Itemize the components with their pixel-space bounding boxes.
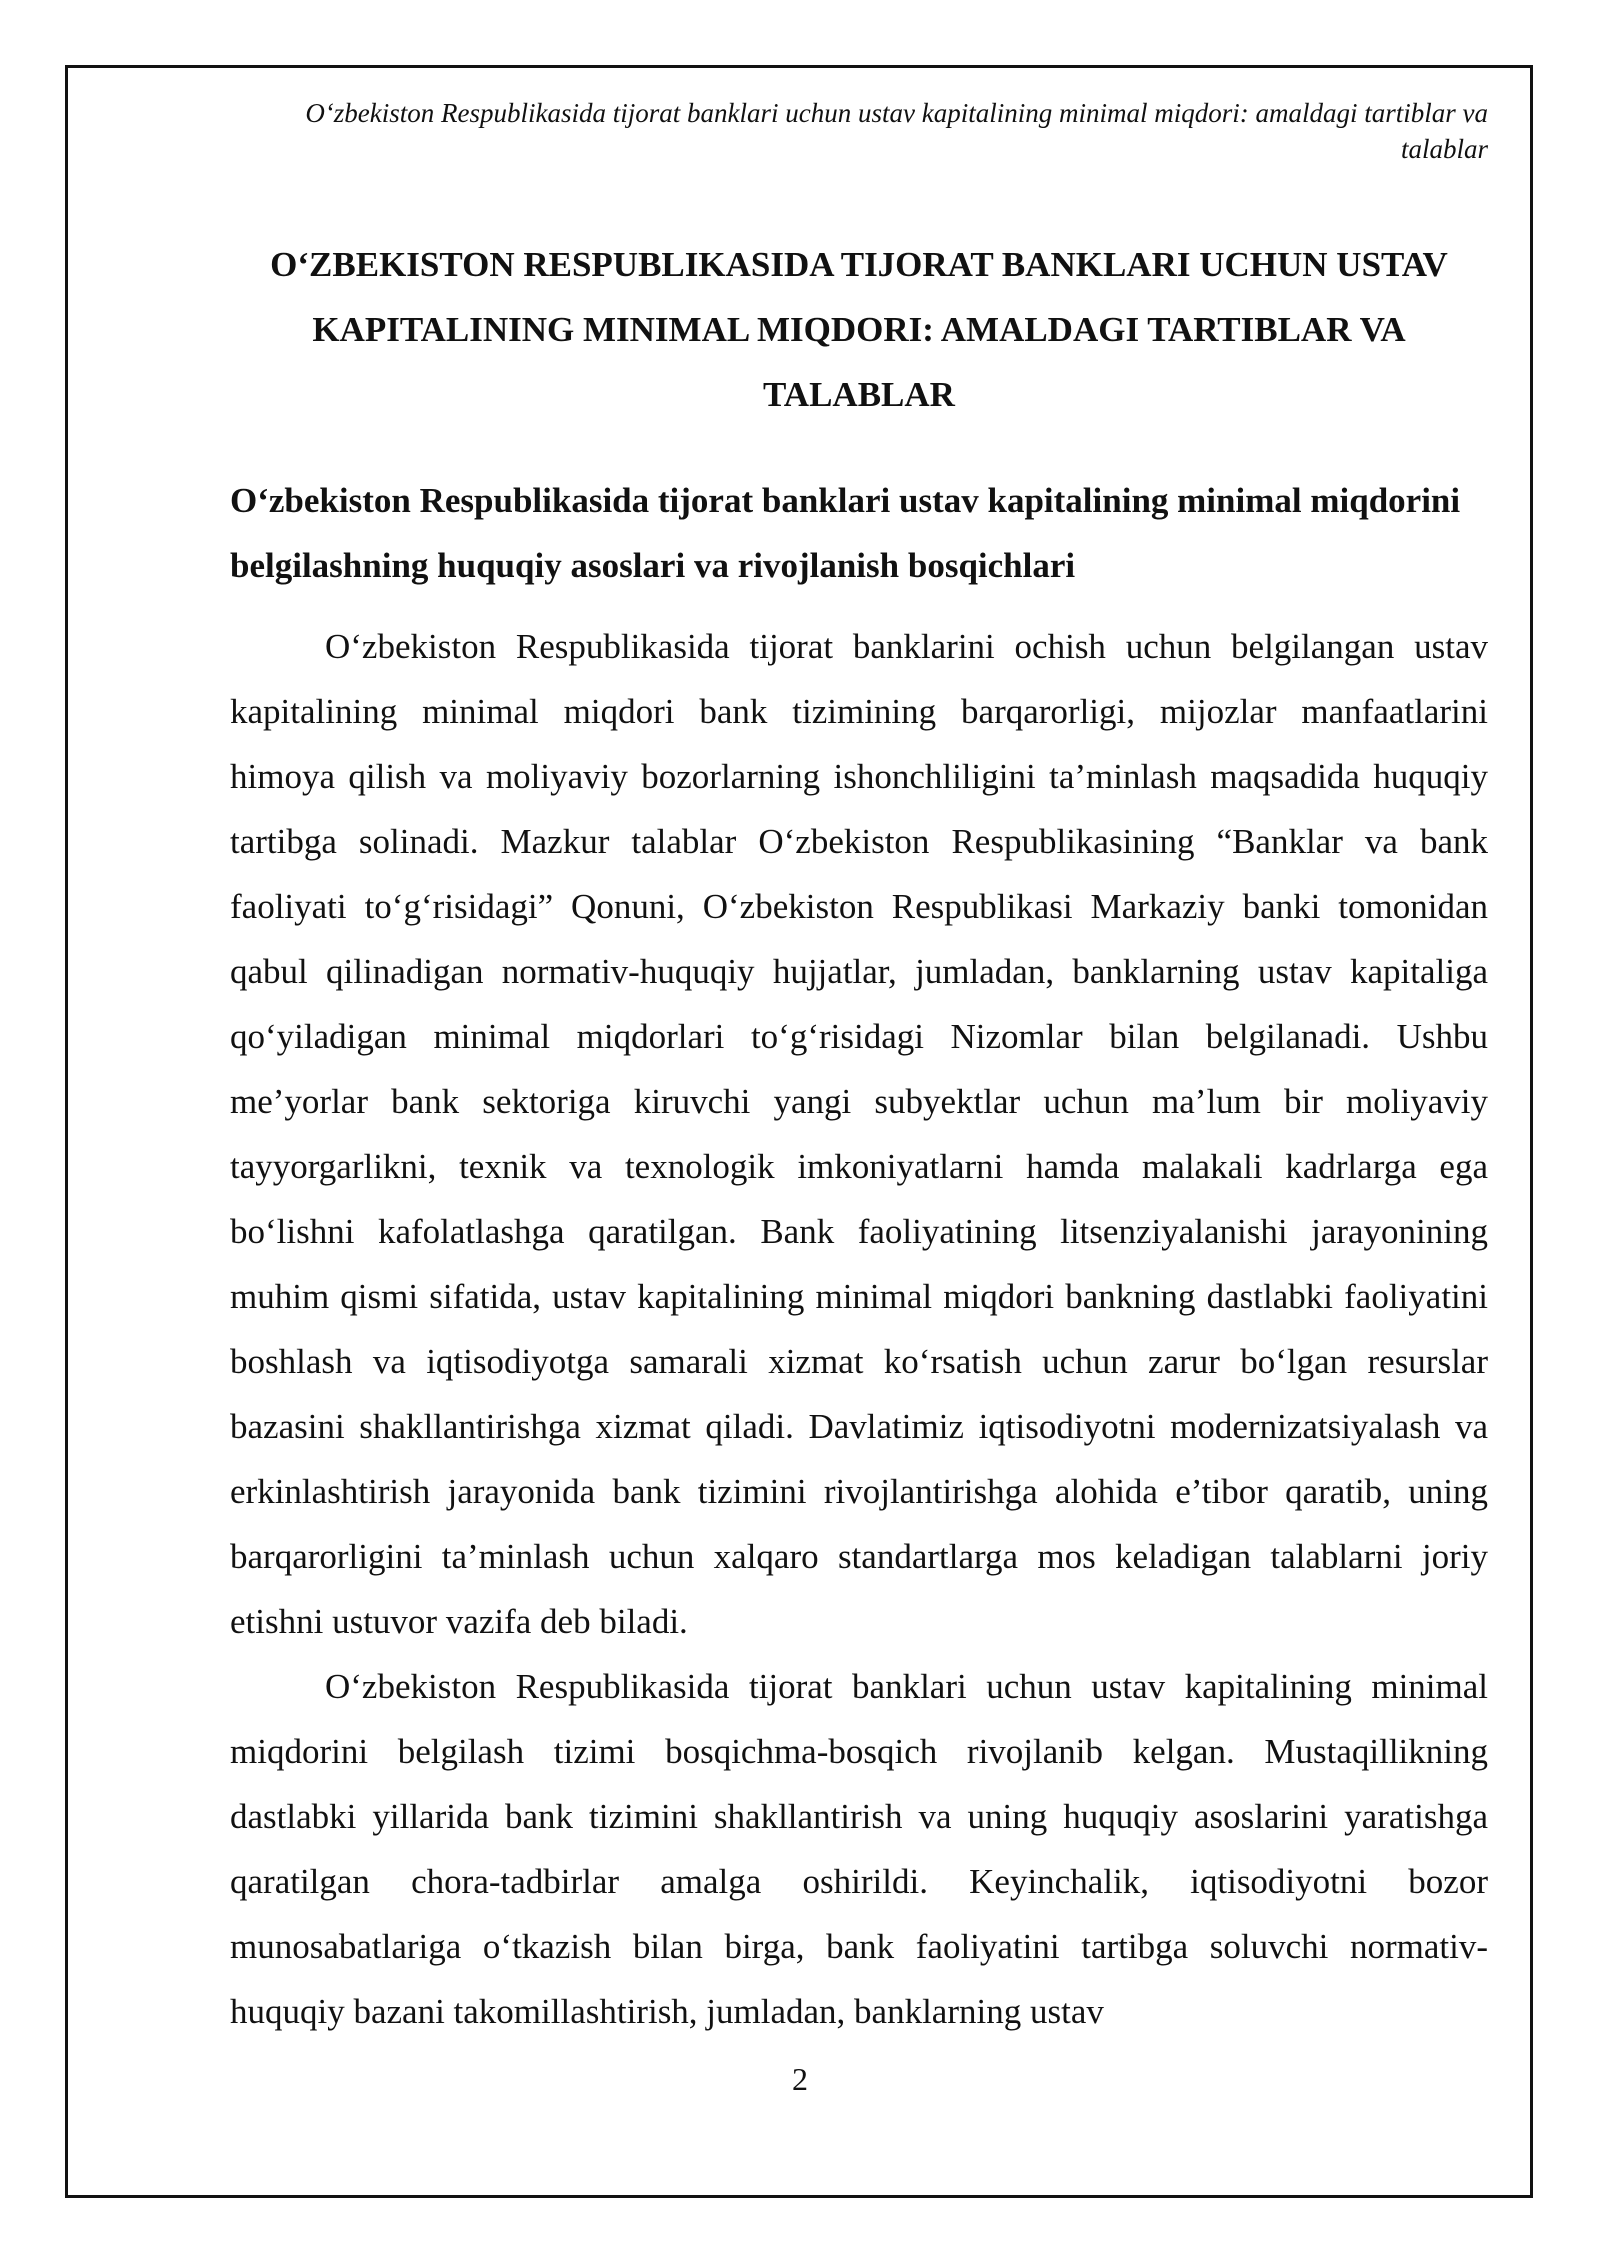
paragraph: O‘zbekiston Respublikasida tijorat banklarini ochish uchun belgilangan ustav kapitalining minimal miqdori bank tizimining barqarorligi, mijozlar manfaatlarini himoya qilish va moliyaviy bozorlarning ishonchliligini ta’minlash maqsadida huquqiy tartibga solinadi. Mazkur talablar O‘zbekiston Respublikasining “Banklar va bank faoliyati to‘g‘risidagi” Qonuni, O‘zbekiston Respublikasi Markaziy banki tomonidan qabul qilinadigan normativ-huquqiy hujjatlar, jumladan, banklarning ustav kapitaliga qo‘yiladigan minimal miqdorlari to‘g‘risidagi Nizomlar bilan belgilanadi. Ushbu me’yorlar bank sektoriga kiruvchi yangi subyektlar uchun ma’lum bir moliyaviy tayyorgarlikni, texnik va texnologik imkoniyatlarni hamda malakali kadrlarga ega bo‘lishni kafolatlashga qaratilgan. Bank faoliyatining litsenziyalanishi jarayonining muhim qismi sifatida, ustav kapitalining minimal miqdori bankning dastlabki faoliyatini boshlash va iqtisodiyotga samarali xizmat ko‘rsatish uchun zarur bo‘lgan resurslar bazasini shakllantirishga xizmat qiladi. Davlatimiz iqtisodiyotni modernizatsiyalash va erkinlashtirish jarayonida bank tizimini rivojlantirishga alohida e’tibor qaratib, uning barqarorligini ta’minlash uchun xalqaro standartlarga mos keladigan talablarni joriy etishni ustuvor vazifa deb biladi. — [230, 627, 1488, 1641]
running-header: O‘zbekiston Respublikasida tijorat banklari uchun ustav kapitalining minimal miqdori: amaldagi tartiblar va talablar — [305, 98, 1488, 164]
paragraph: O‘zbekiston Respublikasida tijorat banklari uchun ustav kapitalining minimal miqdorini belgilash tizimi bosqichma-bosqich rivojlanib kelgan. Mustaqillikning dastlabki yillarida bank tizimini shakllantirish va uning huquqiy asoslarini yaratishga qaratilgan chora-tadbirlar amalga oshirildi. Keyinchalik, iqtisodiyotni bozor munosabatlariga o‘tkazish bilan birga, bank faoliyatini tartibga soluvchi normativ-huquqiy bazani takomillashtirish, jumladan, banklarning ustav — [230, 1667, 1488, 2031]
document-title: O‘ZBEKISTON RESPUBLIKASIDA TIJORAT BANKLARI UCHUN USTAV KAPITALINING MINIMAL MIQDORI: AMALDAGI TARTIBLAR VA TALABLAR — [270, 245, 1448, 414]
body-text — [230, 614, 1488, 2044]
section-heading: O‘zbekiston Respublikasida tijorat banklari ustav kapitalining minimal miqdorini belgilashning huquqiy asoslari va rivojlanish bosqichlari — [230, 481, 1461, 585]
page-number: 2 — [792, 2061, 808, 2097]
